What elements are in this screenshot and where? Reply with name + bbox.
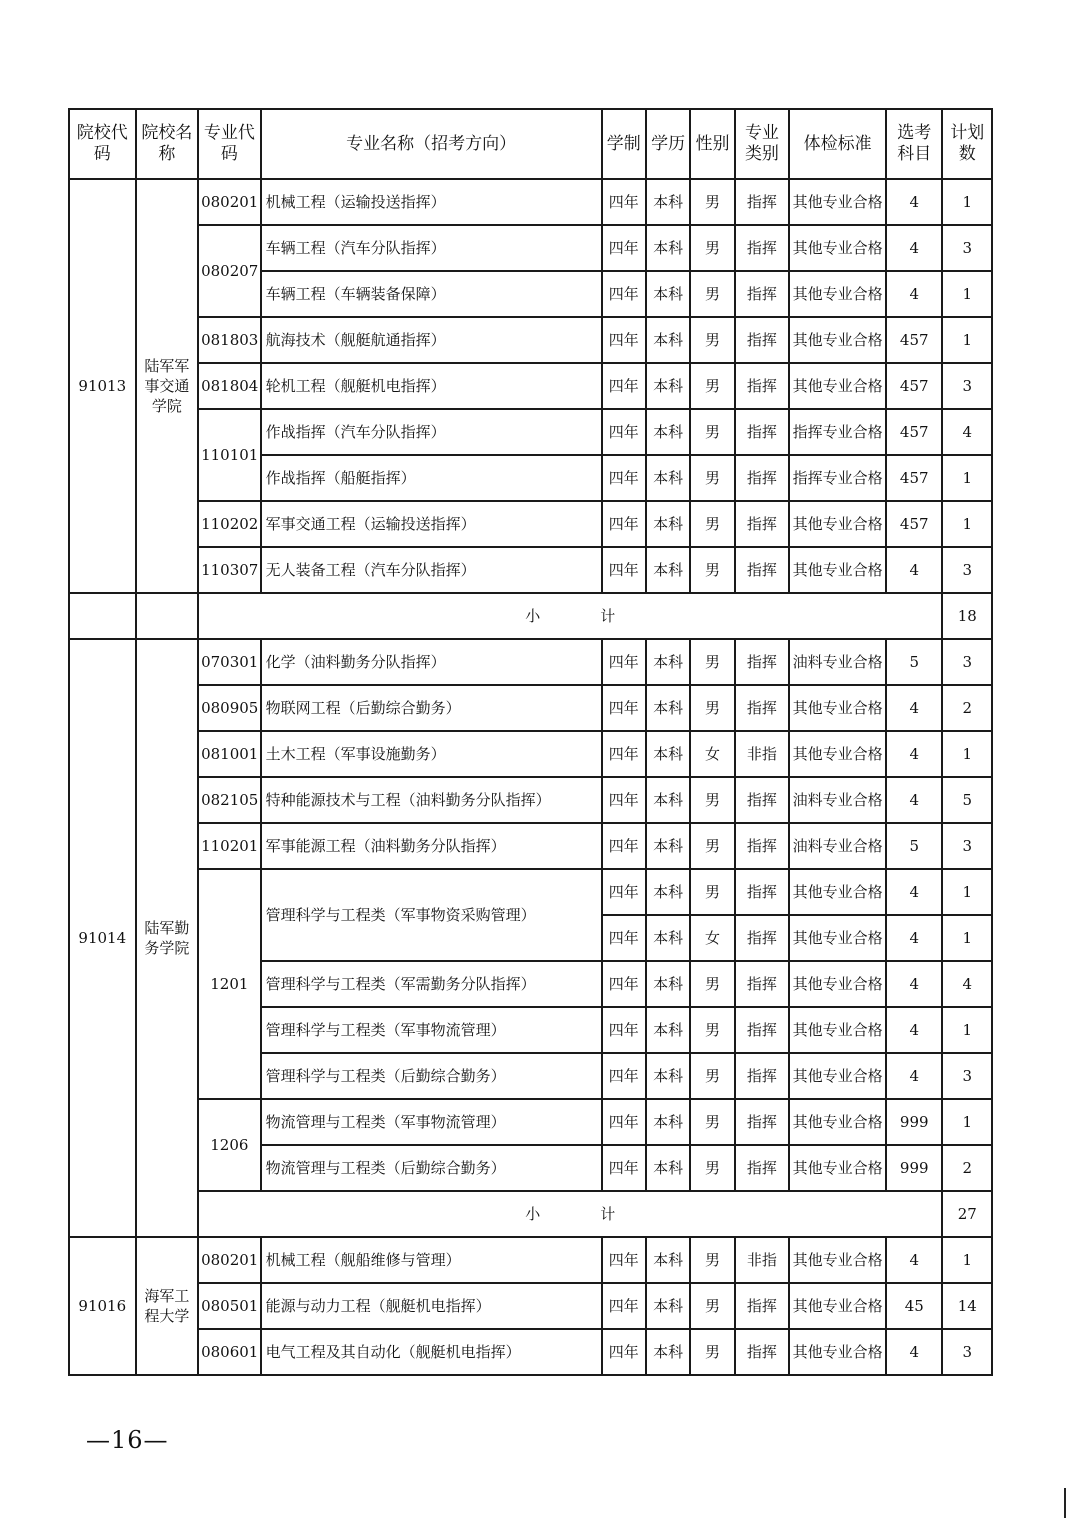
header-major-name: 专业名称（招考方向） (261, 109, 602, 179)
duration-cell: 四年 (602, 409, 646, 455)
subtotal-value: 18 (942, 593, 992, 639)
duration-cell: 四年 (602, 271, 646, 317)
category-cell: 指挥 (735, 1053, 789, 1099)
table-row (69, 317, 992, 363)
education-cell: 本科 (646, 317, 690, 363)
duration-cell: 四年 (602, 225, 646, 271)
subjects-cell: 999 (886, 1145, 942, 1191)
education-cell: 本科 (646, 639, 690, 685)
table-row (69, 1237, 992, 1283)
subtotal-value: 27 (942, 1191, 992, 1237)
gender-cell: 男 (690, 547, 734, 593)
gender-cell: 男 (690, 869, 734, 915)
major-code-cell: 070301 (198, 639, 261, 685)
gender-cell: 男 (690, 179, 734, 225)
subjects-cell: 4 (886, 685, 942, 731)
subjects-cell: 457 (886, 409, 942, 455)
table-row (69, 777, 992, 823)
subjects-cell: 4 (886, 1237, 942, 1283)
plan-cell: 3 (942, 547, 992, 593)
gender-cell: 男 (690, 317, 734, 363)
plan-cell: 3 (942, 1053, 992, 1099)
major-name-cell: 管理科学与工程类（军事物资采购管理） (261, 869, 602, 961)
duration-cell: 四年 (602, 869, 646, 915)
exam-standard-cell: 其他专业合格 (789, 225, 886, 271)
header-plan: 计划数 (942, 109, 992, 179)
exam-standard-cell: 其他专业合格 (789, 1099, 886, 1145)
plan-cell: 2 (942, 1145, 992, 1191)
category-cell: 指挥 (735, 501, 789, 547)
school-name-cell: 陆军军事交通学院 (136, 179, 199, 593)
category-cell: 指挥 (735, 409, 789, 455)
duration-cell: 四年 (602, 317, 646, 363)
plan-cell: 14 (942, 1283, 992, 1329)
education-cell: 本科 (646, 1145, 690, 1191)
duration-cell: 四年 (602, 1099, 646, 1145)
education-cell: 本科 (646, 823, 690, 869)
subtotal-label: 小计 (198, 593, 942, 639)
gender-cell: 男 (690, 823, 734, 869)
education-cell: 本科 (646, 1329, 690, 1375)
subjects-cell: 4 (886, 271, 942, 317)
school-code-cell: 91013 (69, 179, 136, 593)
plan-cell: 3 (942, 823, 992, 869)
major-name-cell: 管理科学与工程类（军事物流管理） (261, 1007, 602, 1053)
enrollment-plan-table (68, 108, 993, 1376)
plan-cell: 4 (942, 409, 992, 455)
category-cell: 指挥 (735, 271, 789, 317)
category-cell: 非指 (735, 1237, 789, 1283)
major-code-cell: 080501 (198, 1283, 261, 1329)
exam-standard-cell: 指挥专业合格 (789, 409, 886, 455)
subjects-cell: 5 (886, 639, 942, 685)
subjects-cell: 45 (886, 1283, 942, 1329)
school-name-cell: 陆军勤务学院 (136, 639, 199, 1237)
gender-cell: 男 (690, 1145, 734, 1191)
plan-cell: 1 (942, 501, 992, 547)
plan-cell: 4 (942, 961, 992, 1007)
education-cell: 本科 (646, 777, 690, 823)
subtotal-label: 小计 (198, 1191, 942, 1237)
plan-cell: 3 (942, 225, 992, 271)
table-row (69, 685, 992, 731)
subjects-cell: 4 (886, 179, 942, 225)
gender-cell: 男 (690, 1007, 734, 1053)
table-header-row (69, 109, 992, 179)
category-cell: 指挥 (735, 225, 789, 271)
exam-standard-cell: 油料专业合格 (789, 777, 886, 823)
major-code-cell: 110201 (198, 823, 261, 869)
education-cell: 本科 (646, 1283, 690, 1329)
header-category: 专业类别 (735, 109, 789, 179)
education-cell: 本科 (646, 961, 690, 1007)
plan-cell: 1 (942, 1007, 992, 1053)
subjects-cell: 4 (886, 225, 942, 271)
subjects-cell: 457 (886, 363, 942, 409)
category-cell: 指挥 (735, 317, 789, 363)
subtotal-row (69, 1191, 992, 1237)
major-code-cell: 080201 (198, 179, 261, 225)
subjects-cell: 4 (886, 961, 942, 1007)
table-row (69, 547, 992, 593)
category-cell: 指挥 (735, 455, 789, 501)
education-cell: 本科 (646, 1099, 690, 1145)
gender-cell: 男 (690, 455, 734, 501)
category-cell: 指挥 (735, 777, 789, 823)
major-name-cell: 电气工程及其自动化（舰艇机电指挥） (261, 1329, 602, 1375)
header-exam-standard: 体检标准 (789, 109, 886, 179)
category-cell: 指挥 (735, 1099, 789, 1145)
category-cell: 指挥 (735, 363, 789, 409)
exam-standard-cell: 其他专业合格 (789, 317, 886, 363)
major-name-cell: 车辆工程（车辆装备保障） (261, 271, 602, 317)
duration-cell: 四年 (602, 1237, 646, 1283)
duration-cell: 四年 (602, 639, 646, 685)
education-cell: 本科 (646, 1237, 690, 1283)
plan-cell: 3 (942, 639, 992, 685)
major-code-cell: 082105 (198, 777, 261, 823)
header-duration: 学制 (602, 109, 646, 179)
subjects-cell: 4 (886, 547, 942, 593)
category-cell: 指挥 (735, 1007, 789, 1053)
exam-standard-cell: 其他专业合格 (789, 501, 886, 547)
duration-cell: 四年 (602, 777, 646, 823)
gender-cell: 男 (690, 271, 734, 317)
major-name-cell: 化学（油料勤务分队指挥） (261, 639, 602, 685)
plan-cell: 1 (942, 317, 992, 363)
exam-standard-cell: 其他专业合格 (789, 961, 886, 1007)
education-cell: 本科 (646, 271, 690, 317)
duration-cell: 四年 (602, 501, 646, 547)
plan-cell: 5 (942, 777, 992, 823)
table-row (69, 409, 992, 455)
header-subjects: 选考科目 (886, 109, 942, 179)
education-cell: 本科 (646, 1053, 690, 1099)
major-name-cell: 机械工程（运输投送指挥） (261, 179, 602, 225)
plan-cell: 1 (942, 915, 992, 961)
header-school-code: 院校代码 (69, 109, 136, 179)
category-cell: 指挥 (735, 1329, 789, 1375)
table-row (69, 869, 992, 915)
exam-standard-cell: 油料专业合格 (789, 823, 886, 869)
school-name-cell: 海军工程大学 (136, 1237, 199, 1375)
table-row (69, 179, 992, 225)
major-code-cell: 081001 (198, 731, 261, 777)
exam-standard-cell: 其他专业合格 (789, 179, 886, 225)
gender-cell: 男 (690, 777, 734, 823)
major-name-cell: 军事能源工程（油料勤务分队指挥） (261, 823, 602, 869)
major-name-cell: 车辆工程（汽车分队指挥） (261, 225, 602, 271)
exam-standard-cell: 其他专业合格 (789, 731, 886, 777)
major-name-cell: 轮机工程（舰艇机电指挥） (261, 363, 602, 409)
major-name-cell: 作战指挥（汽车分队指挥） (261, 409, 602, 455)
category-cell: 指挥 (735, 685, 789, 731)
major-name-cell: 管理科学与工程类（军需勤务分队指挥） (261, 961, 602, 1007)
gender-cell: 男 (690, 1283, 734, 1329)
major-name-cell: 无人装备工程（汽车分队指挥） (261, 547, 602, 593)
major-name-cell: 特种能源技术与工程（油料勤务分队指挥） (261, 777, 602, 823)
gender-cell: 男 (690, 685, 734, 731)
header-school-name: 院校名称 (136, 109, 199, 179)
gender-cell: 女 (690, 915, 734, 961)
gender-cell: 男 (690, 501, 734, 547)
major-code-cell: 080207 (198, 225, 261, 317)
exam-standard-cell: 其他专业合格 (789, 685, 886, 731)
major-name-cell: 物联网工程（后勤综合勤务） (261, 685, 602, 731)
gender-cell: 男 (690, 639, 734, 685)
plan-cell: 3 (942, 1329, 992, 1375)
plan-cell: 1 (942, 179, 992, 225)
major-name-cell: 能源与动力工程（舰艇机电指挥） (261, 1283, 602, 1329)
table-row (69, 501, 992, 547)
exam-standard-cell: 其他专业合格 (789, 363, 886, 409)
gender-cell: 男 (690, 1329, 734, 1375)
education-cell: 本科 (646, 869, 690, 915)
table-row (69, 225, 992, 271)
exam-standard-cell: 其他专业合格 (789, 1329, 886, 1375)
major-name-cell: 管理科学与工程类（后勤综合勤务） (261, 1053, 602, 1099)
category-cell: 指挥 (735, 915, 789, 961)
education-cell: 本科 (646, 363, 690, 409)
plan-cell: 2 (942, 685, 992, 731)
subjects-cell: 4 (886, 1053, 942, 1099)
duration-cell: 四年 (602, 915, 646, 961)
category-cell: 指挥 (735, 547, 789, 593)
major-code-cell: 110101 (198, 409, 261, 501)
major-name-cell: 物流管理与工程类（军事物流管理） (261, 1099, 602, 1145)
subjects-cell: 457 (886, 455, 942, 501)
plan-cell: 1 (942, 869, 992, 915)
category-cell: 指挥 (735, 869, 789, 915)
header-education: 学历 (646, 109, 690, 179)
scan-edge-mark (1064, 1488, 1066, 1518)
education-cell: 本科 (646, 915, 690, 961)
major-code-cell: 080201 (198, 1237, 261, 1283)
major-code-cell: 081803 (198, 317, 261, 363)
plan-cell: 1 (942, 271, 992, 317)
exam-standard-cell: 其他专业合格 (789, 915, 886, 961)
exam-standard-cell: 其他专业合格 (789, 1007, 886, 1053)
major-name-cell: 物流管理与工程类（后勤综合勤务） (261, 1145, 602, 1191)
duration-cell: 四年 (602, 731, 646, 777)
exam-standard-cell: 其他专业合格 (789, 271, 886, 317)
gender-cell: 男 (690, 1053, 734, 1099)
table-row (69, 1283, 992, 1329)
exam-standard-cell: 其他专业合格 (789, 1053, 886, 1099)
education-cell: 本科 (646, 225, 690, 271)
subjects-cell: 4 (886, 1329, 942, 1375)
exam-standard-cell: 其他专业合格 (789, 1237, 886, 1283)
education-cell: 本科 (646, 501, 690, 547)
major-code-cell: 110202 (198, 501, 261, 547)
exam-standard-cell: 其他专业合格 (789, 1145, 886, 1191)
category-cell: 指挥 (735, 1145, 789, 1191)
major-code-cell: 1206 (198, 1099, 261, 1191)
exam-standard-cell: 其他专业合格 (789, 869, 886, 915)
category-cell: 指挥 (735, 179, 789, 225)
plan-cell: 3 (942, 363, 992, 409)
table-row (69, 639, 992, 685)
exam-standard-cell: 其他专业合格 (789, 547, 886, 593)
plan-cell: 1 (942, 1237, 992, 1283)
subjects-cell: 4 (886, 777, 942, 823)
duration-cell: 四年 (602, 547, 646, 593)
table-row (69, 363, 992, 409)
major-name-cell: 作战指挥（船艇指挥） (261, 455, 602, 501)
major-code-cell: 1201 (198, 869, 261, 1099)
major-name-cell: 航海技术（舰艇航通指挥） (261, 317, 602, 363)
duration-cell: 四年 (602, 1145, 646, 1191)
gender-cell: 男 (690, 1099, 734, 1145)
subjects-cell: 4 (886, 1007, 942, 1053)
school-code-cell: 91014 (69, 639, 136, 1237)
gender-cell: 男 (690, 409, 734, 455)
subjects-cell: 999 (886, 1099, 942, 1145)
exam-standard-cell: 其他专业合格 (789, 1283, 886, 1329)
plan-cell: 1 (942, 1099, 992, 1145)
gender-cell: 女 (690, 731, 734, 777)
duration-cell: 四年 (602, 685, 646, 731)
duration-cell: 四年 (602, 1007, 646, 1053)
table-row (69, 1099, 992, 1145)
category-cell: 指挥 (735, 1283, 789, 1329)
plan-cell: 1 (942, 455, 992, 501)
duration-cell: 四年 (602, 823, 646, 869)
duration-cell: 四年 (602, 961, 646, 1007)
category-cell: 非指 (735, 731, 789, 777)
education-cell: 本科 (646, 455, 690, 501)
duration-cell: 四年 (602, 1053, 646, 1099)
major-code-cell: 080601 (198, 1329, 261, 1375)
subjects-cell: 4 (886, 731, 942, 777)
category-cell: 指挥 (735, 961, 789, 1007)
subjects-cell: 4 (886, 915, 942, 961)
subjects-cell: 457 (886, 501, 942, 547)
education-cell: 本科 (646, 547, 690, 593)
page-number: —16— (86, 1426, 169, 1454)
category-cell: 指挥 (735, 823, 789, 869)
major-code-cell: 080905 (198, 685, 261, 731)
table-row (69, 1329, 992, 1375)
header-gender: 性别 (690, 109, 734, 179)
major-name-cell: 机械工程（舰船维修与管理） (261, 1237, 602, 1283)
subjects-cell: 4 (886, 869, 942, 915)
education-cell: 本科 (646, 1007, 690, 1053)
education-cell: 本科 (646, 179, 690, 225)
subjects-cell: 457 (886, 317, 942, 363)
category-cell: 指挥 (735, 639, 789, 685)
duration-cell: 四年 (602, 179, 646, 225)
exam-standard-cell: 指挥专业合格 (789, 455, 886, 501)
major-code-cell: 110307 (198, 547, 261, 593)
duration-cell: 四年 (602, 455, 646, 501)
plan-cell: 1 (942, 731, 992, 777)
education-cell: 本科 (646, 409, 690, 455)
gender-cell: 男 (690, 363, 734, 409)
duration-cell: 四年 (602, 1329, 646, 1375)
header-major-code: 专业代码 (198, 109, 261, 179)
duration-cell: 四年 (602, 363, 646, 409)
major-code-cell: 081804 (198, 363, 261, 409)
major-name-cell: 军事交通工程（运输投送指挥） (261, 501, 602, 547)
duration-cell: 四年 (602, 1283, 646, 1329)
major-name-cell: 土木工程（军事设施勤务） (261, 731, 602, 777)
gender-cell: 男 (690, 1237, 734, 1283)
table-row (69, 823, 992, 869)
subtotal-row (69, 593, 992, 639)
education-cell: 本科 (646, 685, 690, 731)
school-code-cell: 91016 (69, 1237, 136, 1375)
table-row (69, 731, 992, 777)
education-cell: 本科 (646, 731, 690, 777)
subjects-cell: 5 (886, 823, 942, 869)
gender-cell: 男 (690, 961, 734, 1007)
exam-standard-cell: 油料专业合格 (789, 639, 886, 685)
gender-cell: 男 (690, 225, 734, 271)
